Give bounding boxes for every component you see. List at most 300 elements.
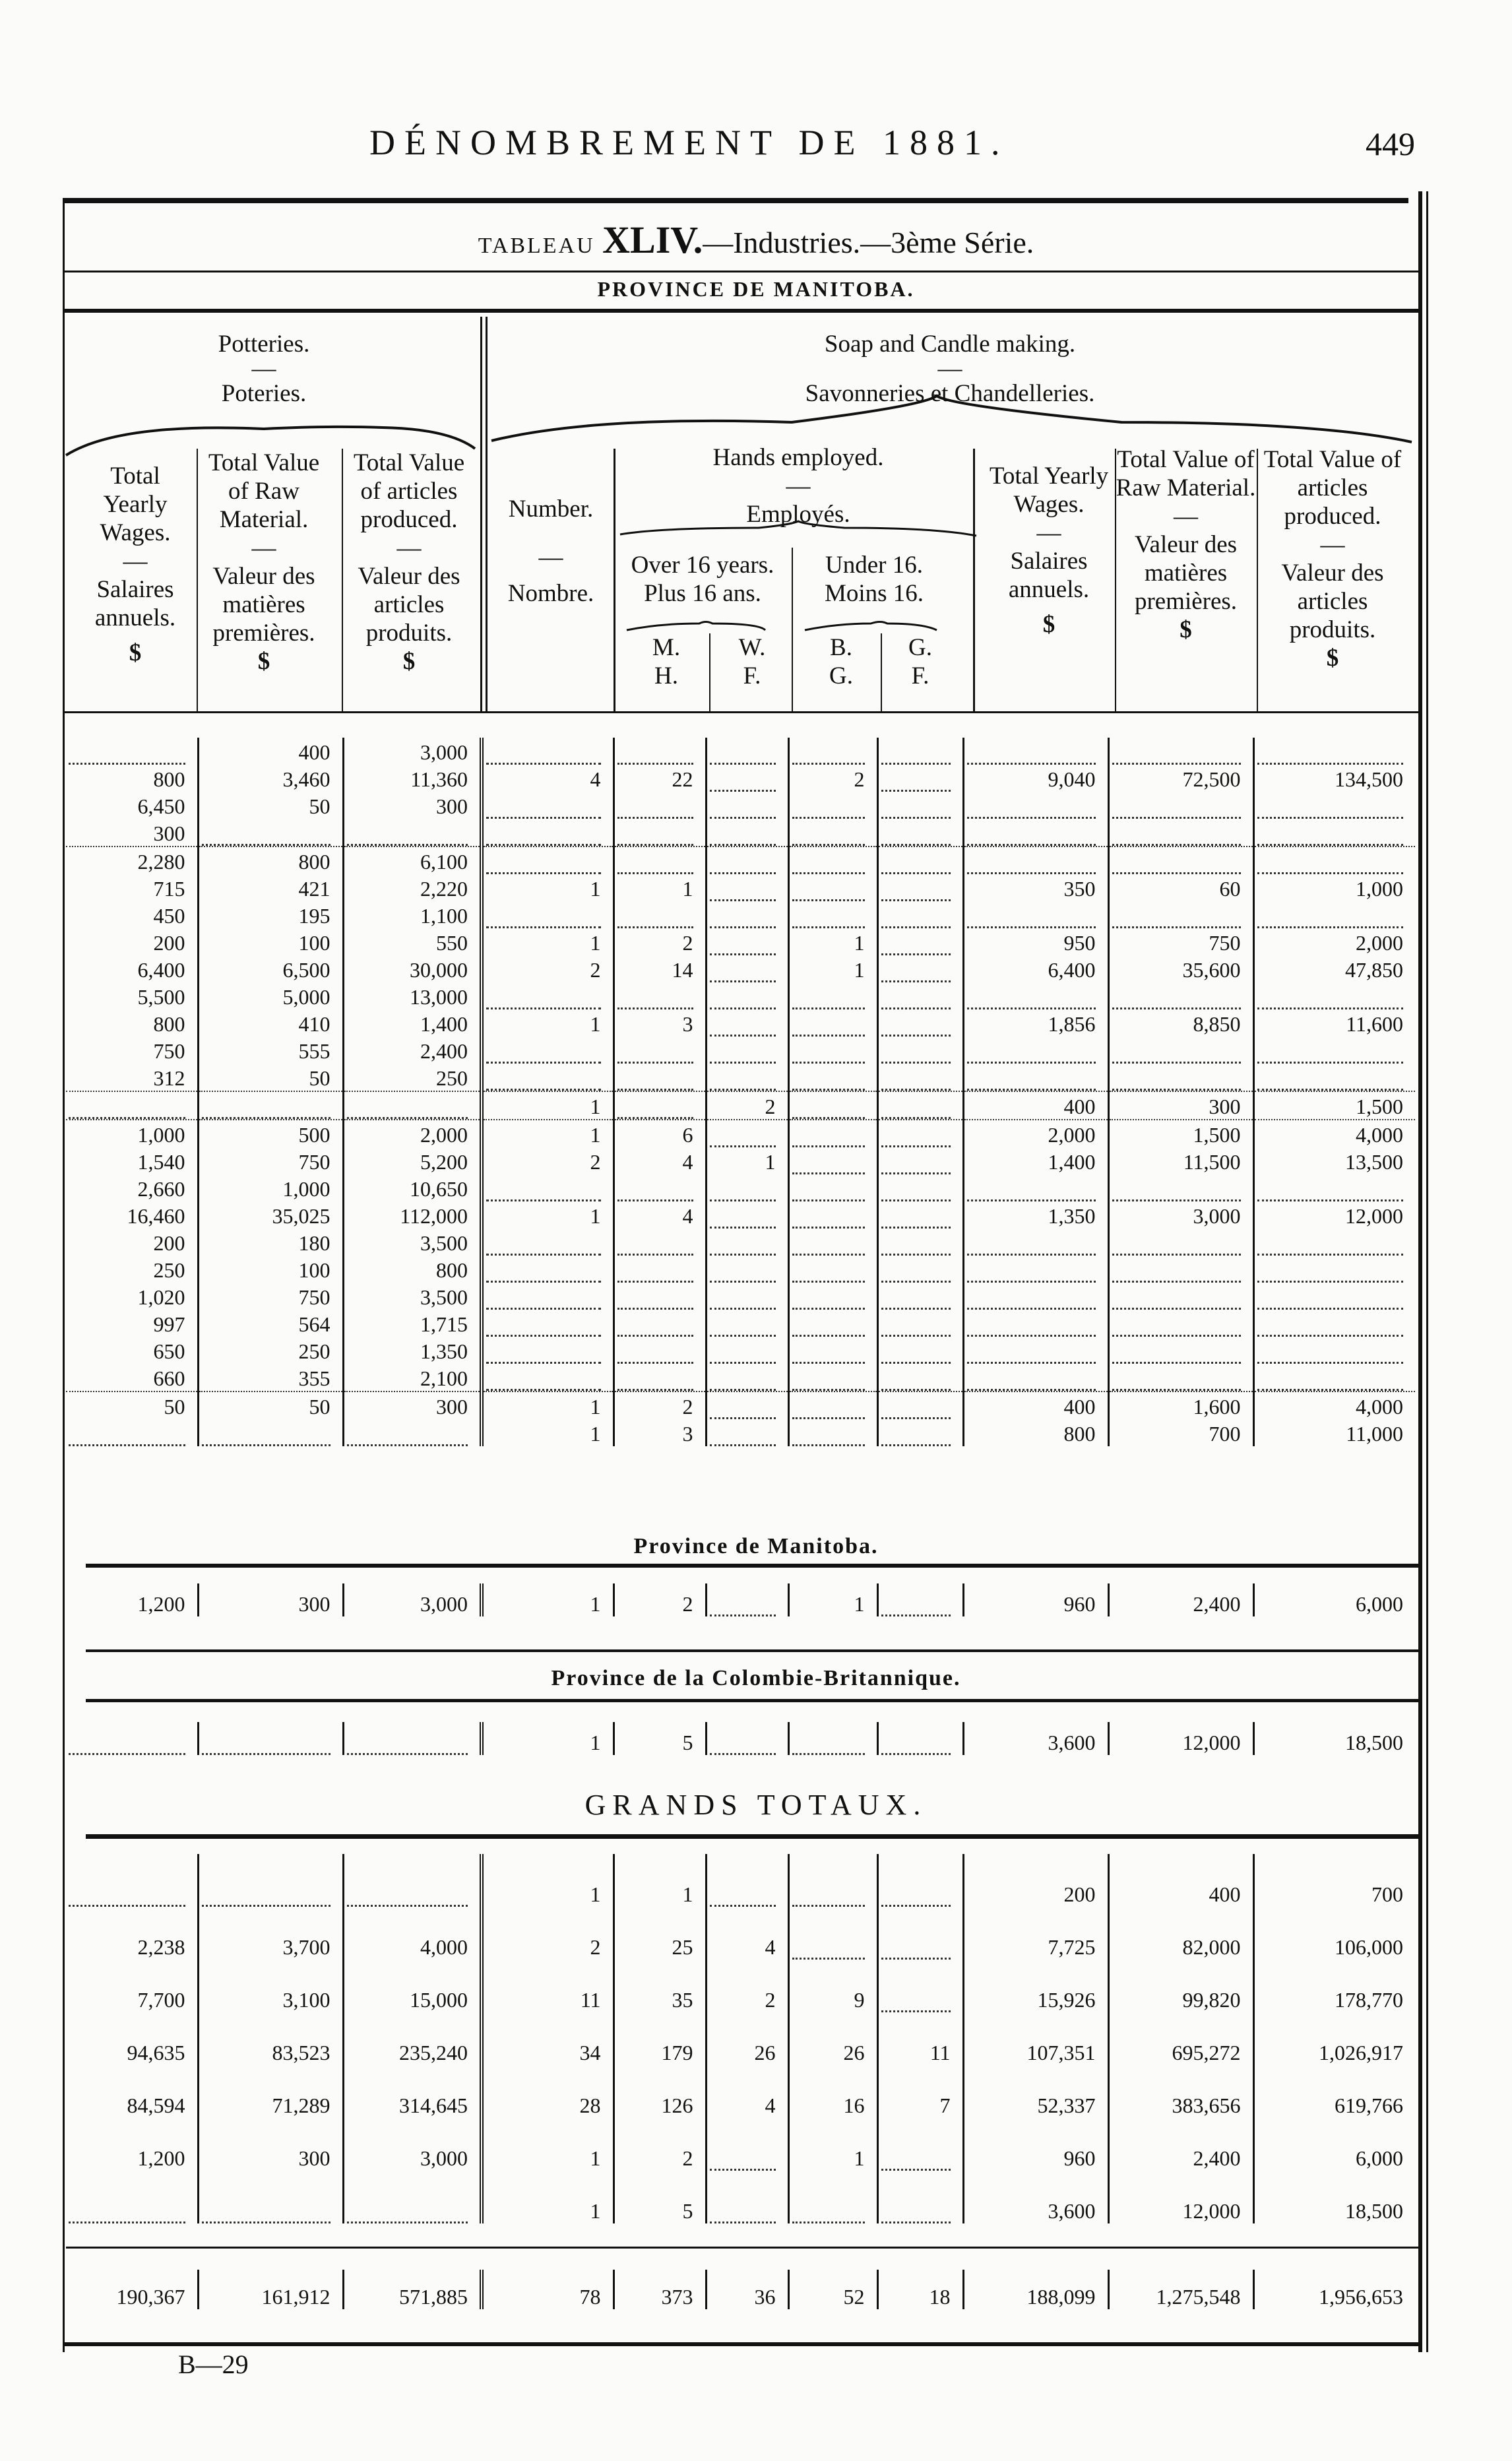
table-cell: [66, 738, 198, 765]
table-cell: 2,280: [66, 847, 198, 874]
header-w: W.: [738, 634, 766, 661]
table-cell: [963, 738, 1108, 765]
table-cell: [877, 1174, 963, 1201]
table-cell: 300: [198, 1583, 343, 1616]
table-cell: [788, 792, 877, 819]
table-cell: [877, 874, 963, 901]
table-cell: 300: [198, 2118, 343, 2171]
table-row: [66, 928, 1415, 955]
table-cell: 800: [343, 1256, 482, 1283]
table-cell: [788, 1201, 877, 1229]
table-cell: 106,000: [1253, 1907, 1415, 1960]
table-cell: 2: [614, 1583, 706, 1616]
table-title: [0, 218, 1512, 262]
table-cell: 3,100: [198, 1960, 343, 2012]
table-row: [66, 1120, 1415, 1147]
table-cell: 134,500: [1253, 765, 1415, 792]
table-cell: 50: [66, 1391, 198, 1419]
table-cell: [198, 819, 343, 847]
table-cell: [614, 1256, 706, 1283]
table-cell: [788, 1907, 877, 1960]
table-cell: 11,000: [1253, 1419, 1415, 1446]
header-under16: [795, 551, 953, 608]
table-cell: 450: [153, 904, 185, 928]
province-heading: PROVINCE DE MANITOBA.: [597, 277, 915, 301]
table-cell: [788, 1337, 877, 1364]
table-cell: [706, 1854, 788, 1907]
table-cell: 300: [153, 821, 185, 845]
table-cell: 13,500: [1253, 1147, 1415, 1174]
table-cell: [963, 982, 1108, 1009]
table-cell: 3,000: [343, 1583, 482, 1616]
bottom-rule: [63, 2342, 1422, 2346]
table-cell: 50: [198, 1064, 343, 1091]
table-cell: 1: [482, 874, 614, 901]
table-cell: 195: [198, 901, 343, 928]
table-cell: [877, 1337, 963, 1364]
header-produced-fr: Valeur des articles produits.: [358, 563, 460, 647]
table-cell: 99,820: [1108, 1960, 1253, 2012]
table-cell: 1: [614, 874, 706, 901]
table-cell: [482, 1037, 614, 1064]
table-cell: 60: [1108, 874, 1253, 901]
table-cell: 312: [153, 1066, 185, 1090]
leader-dots: [881, 1614, 951, 1616]
table-cell: 6,000: [1253, 2118, 1415, 2171]
table-cell: [706, 901, 788, 928]
table-cell: [877, 1419, 963, 1446]
header-soap-raw: [1115, 445, 1257, 644]
table-cell: 112,000: [343, 1201, 482, 1229]
table-cell: 1,200: [137, 2146, 185, 2170]
grand-totals-body: [66, 1854, 1415, 2223]
table-cell: [706, 792, 788, 819]
table-cell: 1,400: [963, 1147, 1108, 1174]
table-cell: [1253, 1256, 1415, 1283]
table-cell: 3,000: [343, 2118, 482, 2171]
leader-dots: [347, 844, 468, 846]
header-f2: F.: [911, 662, 929, 689]
leader-dots: [881, 2221, 951, 2223]
bc-total-body: [66, 1722, 1415, 1755]
table-cell: [963, 1364, 1108, 1391]
table-cell: 5: [614, 2171, 706, 2223]
header-wages: [76, 462, 195, 667]
table-cell: [877, 1091, 963, 1120]
table-cell: 235,240: [343, 2012, 482, 2065]
table-cell: 400: [963, 1391, 1108, 1419]
table-cell: [1108, 901, 1253, 928]
leader-dots: [881, 1389, 951, 1391]
leader-dots: [347, 1444, 468, 1446]
leader-dots: [1112, 844, 1241, 846]
leader-dots: [710, 1753, 776, 1755]
table-cell: [1253, 1037, 1415, 1064]
table-cell: 1: [482, 1419, 614, 1446]
leader-dots: [967, 844, 1096, 846]
table-cell: [963, 792, 1108, 819]
table-cell: [1253, 1174, 1415, 1201]
table-cell: 300: [343, 792, 482, 819]
table-cell: 2,660: [137, 1177, 185, 1201]
header-bottom-rule: [63, 711, 1422, 713]
header-vrule: [973, 449, 975, 713]
table-cell: [877, 1391, 963, 1419]
table-cell: [963, 1174, 1108, 1201]
table-cell: [877, 1583, 963, 1616]
table-cell: [1253, 982, 1415, 1009]
header-wages-en: Total Yearly Wages.: [100, 463, 171, 546]
leader-dots: [1112, 1089, 1241, 1091]
table-cell: 695,272: [1108, 2012, 1253, 2065]
table-cell: 2: [614, 928, 706, 955]
header-raw: [198, 449, 330, 676]
table-cell: [482, 982, 614, 1009]
table-cell: 3: [614, 1009, 706, 1037]
table-cell: [877, 738, 963, 765]
leader-dots: [710, 2221, 776, 2223]
leader-dots: [792, 1444, 865, 1446]
table-cell: [788, 1120, 877, 1147]
table-cell: [482, 847, 614, 874]
leader-dots: [69, 1444, 185, 1446]
table-row: [66, 1364, 1415, 1391]
table-cell: 400: [963, 1091, 1108, 1120]
leader-dots: [1112, 1389, 1241, 1391]
table-cell: 84,594: [127, 2093, 185, 2117]
table-cell: 3,500: [343, 1283, 482, 1310]
table-cell: [877, 901, 963, 928]
table-cell: 700: [1253, 1854, 1415, 1907]
leader-dots: [617, 1389, 693, 1391]
table-cell: 4: [706, 1907, 788, 1960]
table-cell: [877, 1120, 963, 1147]
table-cell: [1253, 1337, 1415, 1364]
table-cell: [1108, 982, 1253, 1009]
header-dash: —: [1036, 519, 1061, 546]
table-cell: [614, 1229, 706, 1256]
table-cell: 5: [614, 1722, 706, 1755]
table-cell: 1,020: [137, 1285, 185, 1309]
table-cell: [963, 1283, 1108, 1310]
table-cell: 2: [614, 2118, 706, 2171]
table-cell: [614, 1064, 706, 1091]
table-cell: 4: [614, 1147, 706, 1174]
table-title-prefix: TABLEAU: [478, 234, 595, 258]
table-cell: [788, 874, 877, 901]
table-cell: 1,000: [198, 1174, 343, 1201]
header-dash: —: [1174, 503, 1198, 530]
header-soap-wages-fr: Salaires annuels.: [1008, 548, 1090, 603]
table-cell: 1: [482, 1391, 614, 1419]
table-cell: [877, 1147, 963, 1174]
table-row: [66, 1229, 1415, 1256]
table-cell: 3,460: [198, 765, 343, 792]
table-row: [66, 901, 1415, 928]
header-raw-unit: $: [257, 648, 270, 675]
table-row: [66, 1256, 1415, 1283]
table-cell: [963, 1037, 1108, 1064]
table-cell: [66, 1419, 198, 1446]
leader-dots: [881, 1753, 951, 1755]
table-cell: 571,885: [343, 2270, 482, 2309]
table-cell: 1,856: [963, 1009, 1108, 1037]
table-cell: 550: [343, 928, 482, 955]
leader-dots: [347, 1117, 468, 1119]
table-cell: 161,912: [198, 2270, 343, 2309]
table-cell: [877, 792, 963, 819]
table-cell: [1253, 738, 1415, 765]
table-cell: [788, 1283, 877, 1310]
manitoba-rule: [86, 1564, 1418, 1568]
table-cell: [1253, 1283, 1415, 1310]
table-cell: 5,000: [198, 982, 343, 1009]
table-cell: [706, 738, 788, 765]
table-cell: [706, 1722, 788, 1755]
bc-rule: [86, 1699, 1418, 1702]
table-cell: 5,500: [137, 985, 185, 1009]
table-cell: [1108, 1256, 1253, 1283]
header-number-fr: Nombre.: [507, 580, 594, 607]
table-cell: 3,600: [963, 2171, 1108, 2223]
table-cell: 1: [788, 955, 877, 982]
table-cell: 960: [963, 2118, 1108, 2171]
table-cell: [788, 819, 877, 847]
header-b: B.: [830, 634, 852, 661]
final-rule: [66, 2247, 1418, 2249]
table-cell: 13,000: [343, 982, 482, 1009]
table-cell: 619,766: [1253, 2065, 1415, 2118]
header-soap-produced-unit: $: [1326, 645, 1339, 672]
table-cell: 188,099: [963, 2270, 1108, 2309]
table-cell: [1108, 1310, 1253, 1337]
table-cell: [66, 1091, 198, 1120]
table-cell: [706, 765, 788, 792]
table-row: [66, 1391, 1415, 1419]
table-cell: 1,200: [137, 1592, 185, 1616]
table-cell: 12,000: [1108, 1722, 1253, 1755]
table-cell: [614, 1364, 706, 1391]
table-cell: 35,600: [1108, 955, 1253, 982]
table-cell: 50: [198, 1391, 343, 1419]
table-cell: 1,400: [343, 1009, 482, 1037]
leader-dots: [710, 1614, 776, 1616]
table-cell: 71,289: [198, 2065, 343, 2118]
left-section-title: [132, 330, 396, 408]
table-cell: [343, 2171, 482, 2223]
table-row: [66, 2171, 1415, 2223]
table-cell: 2: [614, 1391, 706, 1419]
table-cell: [963, 1337, 1108, 1364]
table-cell: 750: [1108, 928, 1253, 955]
grand-totals-label: GRANDS TOTAUX.: [584, 1789, 928, 1821]
table-cell: 2,000: [963, 1120, 1108, 1147]
header-dash: —: [123, 548, 148, 575]
header-over16: [617, 551, 788, 608]
table-cell: 34: [482, 2012, 614, 2065]
table-cell: 2: [706, 1091, 788, 1120]
table-cell: 1: [482, 2171, 614, 2223]
table-cell: 100: [198, 928, 343, 955]
header-over16-fr: Plus 16 ans.: [644, 580, 761, 607]
table-cell: [706, 2171, 788, 2223]
table-cell: [788, 901, 877, 928]
grand-totals-table: [66, 1854, 1415, 2223]
table-cell: 1,956,653: [1253, 2270, 1415, 2309]
table-cell: 72,500: [1108, 765, 1253, 792]
table-cell: [877, 1364, 963, 1391]
header-wages-fr: Salaires annuels.: [94, 576, 176, 631]
table-cell: [614, 1037, 706, 1064]
table-cell: [788, 1147, 877, 1174]
table-cell: 6,400: [137, 958, 185, 982]
header-dash: —: [1320, 531, 1345, 558]
table-cell: [877, 1310, 963, 1337]
table-cell: [963, 901, 1108, 928]
header-produced-unit: $: [402, 648, 416, 675]
table-cell: [706, 1310, 788, 1337]
leader-dots: [617, 1089, 693, 1091]
table-cell: 2,000: [1253, 928, 1415, 955]
table-cell: [66, 1722, 198, 1755]
header-dash: —: [251, 534, 276, 561]
table-cell: 35,025: [198, 1201, 343, 1229]
table-cell: [788, 2171, 877, 2223]
table-row: [66, 765, 1415, 792]
leader-dots: [202, 1117, 331, 1119]
table-cell: 9: [788, 1960, 877, 2012]
table-cell: [1253, 1364, 1415, 1391]
header-vrule: [792, 548, 793, 713]
table-cell: 555: [198, 1037, 343, 1064]
table-cell: 1,000: [1253, 874, 1415, 901]
table-cell: [788, 1419, 877, 1446]
manitoba-total-label: Province de Manitoba.: [633, 1534, 879, 1558]
table-cell: [482, 1064, 614, 1091]
table-cell: [1253, 1229, 1415, 1256]
table-cell: [706, 1009, 788, 1037]
table-cell: [963, 1256, 1108, 1283]
table-cell: [614, 1283, 706, 1310]
table-cell: 1: [788, 2118, 877, 2171]
table-cell: 6,400: [963, 955, 1108, 982]
table-cell: [1108, 1229, 1253, 1256]
table-cell: 400: [198, 738, 343, 765]
table-cell: 400: [1108, 1854, 1253, 1907]
table-cell: 2: [482, 1147, 614, 1174]
soap-title-en: Soap and Candle making.: [824, 331, 1076, 358]
table-cell: 18: [877, 2270, 963, 2309]
header-number: [488, 495, 614, 608]
leader-dots: [792, 1089, 865, 1091]
table-row: [66, 1854, 1415, 1907]
table-cell: [788, 1391, 877, 1419]
table-cell: [706, 1174, 788, 1201]
header-under16-en: Under 16.: [825, 552, 923, 579]
table-cell: 50: [198, 792, 343, 819]
table-cell: [482, 792, 614, 819]
table-cell: 11,360: [343, 765, 482, 792]
table-cell: 960: [963, 1583, 1108, 1616]
final-totals-table: [66, 2270, 1415, 2309]
table-cell: 355: [198, 1364, 343, 1391]
table-cell: [1253, 901, 1415, 928]
leader-dots: [69, 1753, 185, 1755]
table-cell: [963, 1229, 1108, 1256]
header-bg: [805, 633, 877, 690]
table-cell: 14: [614, 955, 706, 982]
table-cell: [1253, 1064, 1415, 1091]
right-frame-rule: [1418, 191, 1422, 2352]
table-cell: 4,000: [1253, 1391, 1415, 1419]
leader-dots: [792, 1117, 865, 1119]
table-cell: [788, 847, 877, 874]
header-vrule: [342, 449, 343, 713]
leader-dots: [710, 1444, 776, 1446]
table-cell: 7: [877, 2065, 963, 2118]
table-cell: [877, 1037, 963, 1064]
table-cell: [1108, 1337, 1253, 1364]
table-cell: 1,600: [1108, 1391, 1253, 1419]
table-cell: 1,000: [66, 1120, 198, 1147]
table-cell: [788, 982, 877, 1009]
leader-dots: [792, 1389, 865, 1391]
table-cell: [877, 1201, 963, 1229]
table-cell: 9,040: [963, 765, 1108, 792]
header-soap-raw-fr: Valeur des matières premières.: [1134, 531, 1238, 615]
table-cell: [877, 982, 963, 1009]
leader-dots: [1257, 844, 1404, 846]
table-cell: [614, 1174, 706, 1201]
table-cell: 2,000: [343, 1120, 482, 1147]
table-cell: [706, 1201, 788, 1229]
table-cell: 12,000: [1108, 2171, 1253, 2223]
table-cell: [482, 738, 614, 765]
table-cell: 6,450: [137, 794, 185, 818]
table-cell: [614, 792, 706, 819]
table-cell: 250: [198, 1337, 343, 1364]
table-row: [66, 955, 1415, 982]
leader-dots: [1257, 1089, 1404, 1091]
table-row: [66, 2065, 1415, 2118]
table-row: [66, 1091, 1415, 1120]
header-raw-fr: Valeur des matières premières.: [212, 563, 315, 647]
manitoba-total-body: [66, 1583, 1415, 1616]
table-cell: [614, 738, 706, 765]
table-row: [66, 792, 1415, 819]
leader-dots: [486, 1089, 601, 1091]
table-cell: 800: [963, 1419, 1108, 1446]
table-cell: 1: [482, 2118, 614, 2171]
table-cell: 26: [788, 2012, 877, 2065]
table-cell: [877, 1283, 963, 1310]
right-section-title: [693, 330, 1207, 408]
table-row: [66, 1147, 1415, 1174]
table-cell: [614, 1337, 706, 1364]
table-cell: 1: [482, 1120, 614, 1147]
main-table-body: [66, 738, 1415, 1446]
table-cell: [963, 847, 1108, 874]
leader-dots: [792, 844, 865, 846]
table-cell: 1,275,548: [1108, 2270, 1253, 2309]
table-cell: 4,000: [1253, 1120, 1415, 1147]
table-cell: 6,500: [198, 955, 343, 982]
table-cell: 179: [614, 2012, 706, 2065]
table-cell: 52: [788, 2270, 877, 2309]
header-soap-produced-en: Total Value of articles produced.: [1263, 446, 1402, 530]
table-cell: 1: [482, 1091, 614, 1120]
table-cell: 650: [153, 1339, 185, 1363]
